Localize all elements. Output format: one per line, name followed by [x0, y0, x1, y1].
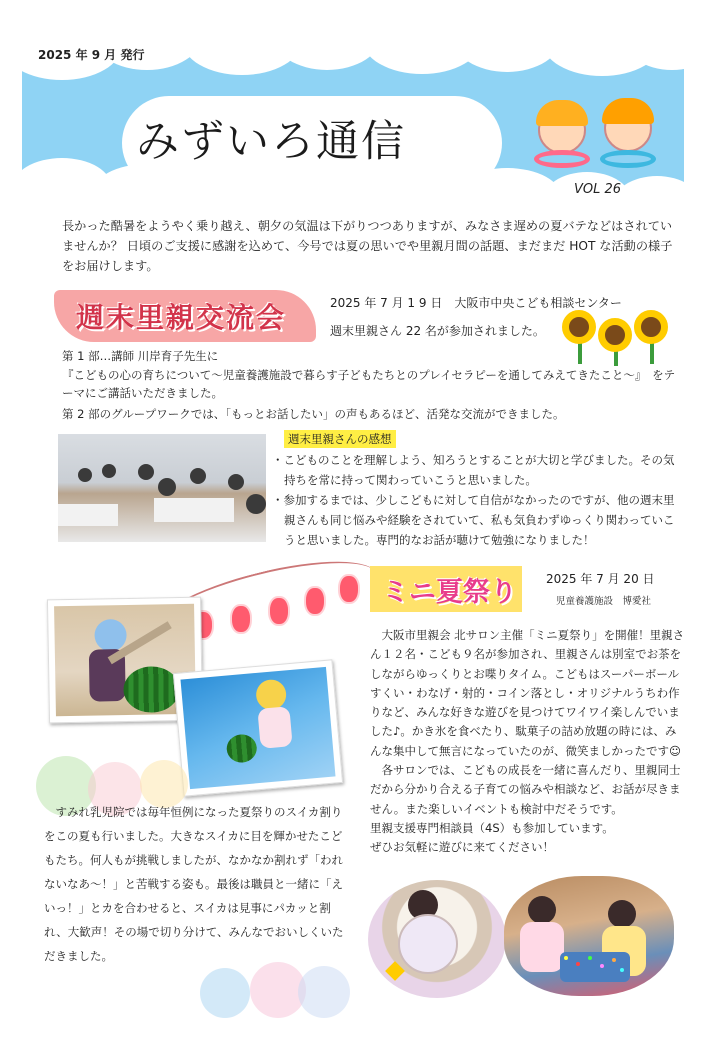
feedback-label: 週末里親さんの感想 — [284, 430, 396, 448]
part1-body: 『こどもの心の育ちについて～児童養護施設で暮らす子どもたちとのプレイセラピーを通してみえてきたこと～』 をテーマにご講話いただきました。 — [62, 368, 676, 400]
festival-date: 2025 年 7 月 20 日 — [546, 572, 655, 586]
feedback-item: ・参加するまでは、少しこどもに対して自信がなかったのですが、他の週末里親さんも同じ悩みや経験をされていて、私も気負わずゆっくり関わっていこうと思いました。専門的なお話が聴けて勉強になりました！ — [272, 493, 675, 547]
volume-number: VOL 26 — [574, 182, 622, 197]
festival-paragraph: 里親支援専門相談員（4S）も参加しています。 — [370, 820, 614, 835]
issue-date: 2025 年 9 月 発行 — [38, 48, 145, 62]
festival-paragraph: ぜひお気軽に遊びに来てください！ — [370, 840, 554, 855]
newsletter-title: みずいろ通信 — [136, 117, 406, 167]
event-date-venue: 2025 年 7 月 1 9 日 大阪市中央こども相談センター — [330, 296, 622, 310]
festival-report — [370, 626, 686, 858]
fan-making-photo — [368, 880, 506, 998]
group-work-photo — [58, 434, 266, 542]
intro-text: 長かった酷暑をようやく乗り越え、朝夕の気温は下がりつつありますが、みなさま遅めの夏バテなどはされていませんか？ 日頃のご支援に感謝を込めて、今号では夏の思いでや里親月間の話題、まだまだ HOT な活動の様子をお届けします。 — [62, 219, 673, 273]
feedback-list — [272, 450, 684, 550]
section-title: ミニ夏祭り — [382, 577, 517, 608]
part1-heading: 第 1 部…講師 川岸育子先生に — [62, 349, 219, 363]
event-participants: 週末里親さん 22 名が参加されました。 — [330, 324, 545, 338]
watermelon-splitting-photo — [173, 659, 343, 796]
section-banner-weekend-parents — [54, 290, 316, 342]
section-banner-summer-festival — [370, 566, 522, 612]
festival-venue: 児童養護施設 博愛社 — [556, 596, 652, 607]
festival-paragraph: 大阪市里親会 北サロン主催「ミニ夏祭り」を開催！里親さん１２名・こども９名が参加され、里親さんは別室でお茶をしながらゆっくりとお喋りタイム。こどもはスーパーボールすくい・わなげ・射的・コイン落とし・オリジナルうちわ作りなど、みんな好きな遊びを見つけてワイワイ楽しんでいました♪。かき氷を食べたり、駄菓子の詰め放題の時には、みんな集中して無言になっていたのが、微笑ましかったです☺ — [370, 628, 685, 758]
part2-text: 第 2 部のグループワークでは、「もっとお話したい」の声もあるほど、活発な交流ができました。 — [62, 407, 565, 421]
super-ball-scooping-photo — [504, 876, 674, 996]
section-title: 週末里親交流会 — [76, 301, 287, 334]
feedback-item: ・こどものことを理解しよう、知ろうとすることが大切と学びました。その気持ちを常に持って関わっていこうと思いました。 — [272, 453, 675, 487]
festival-paragraph: 各サロンでは、こどもの成長を一緒に喜んだり、里親同士だから分かり合える子育ての悩みや相談など、お話が尽きません。また楽しいイベントも検討中だそうです。 — [370, 763, 681, 816]
nursery-watermelon-text: すみれ乳児院では毎年恒例になった夏祭りのスイカ割りをこの夏も行いました。大きなスイカに目を輝かせたこどもたち。何人もが挑戦しましたが、なかなか割れず「われないなあ～！」と苦戦する姿も。最後は職員と一緒に「えいっ！」とカを合わせると、スイカは見事にパカッと割れ、大歓声！その場で切り分けて、みんなでおいしくいただきました。 — [44, 805, 344, 963]
